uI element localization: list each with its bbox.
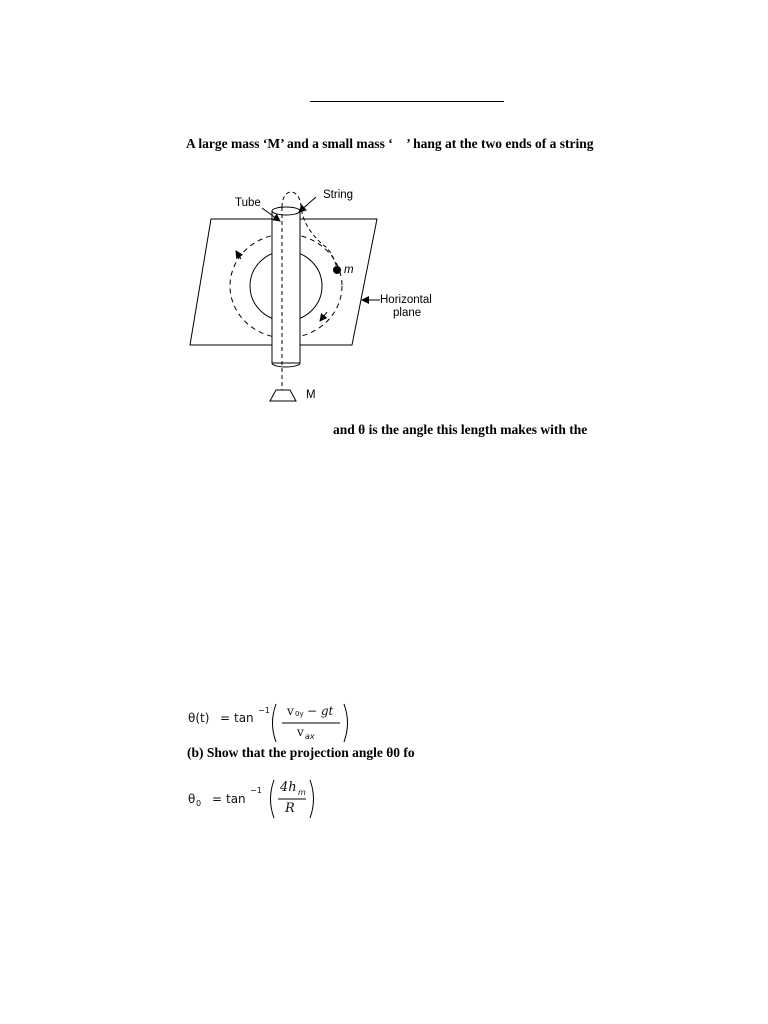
large-mass-label: M <box>306 389 316 401</box>
tube <box>272 211 300 363</box>
horizontal-label: Horizontal <box>380 294 432 306</box>
header-rule <box>310 101 504 102</box>
small-mass-label: m <box>344 264 354 276</box>
tube-string-diagram <box>186 185 386 410</box>
small-mass-m <box>333 266 341 274</box>
string-label: String <box>323 189 354 201</box>
angle-description-line: and θ is the angle this length makes with the <box>333 422 588 437</box>
orbit-arrow-bottom <box>320 312 327 321</box>
theta-zero-equation: θ 0 = tan −1 4h m R <box>188 778 318 820</box>
large-mass-M <box>270 390 296 401</box>
problem-statement-line: A large mass ‘M’ and a small mass ‘ ’ hang at the two ends of a string <box>186 136 594 151</box>
plane-label: plane <box>393 307 422 319</box>
tube-label: Tube <box>235 197 261 209</box>
theta-t-equation: θ(t) = tan −1 v 0y − gt v ax <box>188 704 363 744</box>
part-b-line: (b) Show that the projection angle θ0 fo <box>187 745 415 760</box>
